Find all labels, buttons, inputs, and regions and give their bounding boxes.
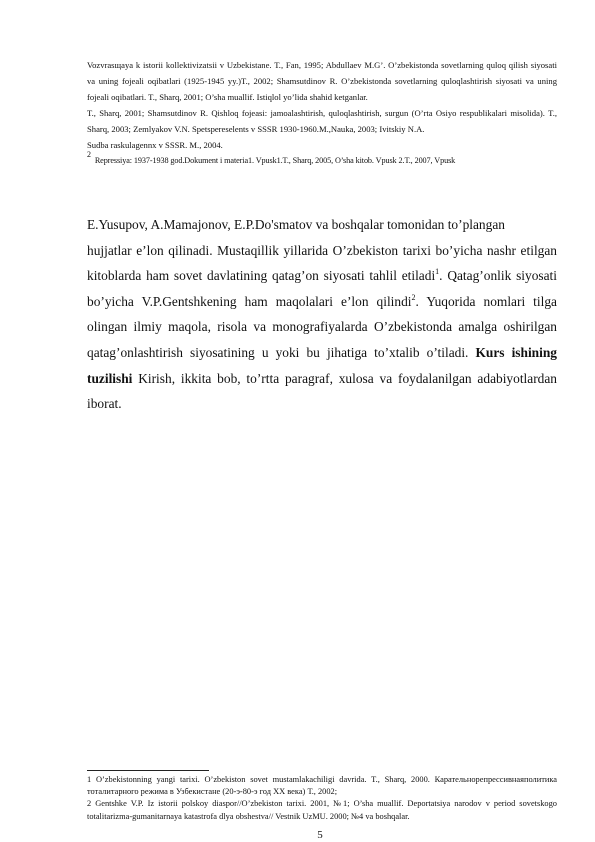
carryover-note-2: T., Sharq, 2001; Shamsutdinov R. Qishloq fojeasi: jamoalashtirish, quloqlashtirish, surgun (O’rta Osiyo respublikalari misolida). T., Sharq, 2003; Zemlyakov V.N. Spetspereselents v SSSR 1930-1960.M.,Nauka, 2003; Ivitskiy N.A.: [87, 108, 557, 134]
footnote-ref-1: 1: [435, 267, 440, 277]
carryover-note-1: Vozvrasщaya k istorii kollektivizatsii v Uzbekistane. T., Fan, 1995; Abdullaev M.G’. O’zbekistonda sovetlarning quloq qilish siyosati va uning fojeali oqibatlari (1925-1945 yy.)T., 2002; Shamsutdinov R. O’zbekistonda sovetlarning quloqlashtirish siyosati va uning fojeali oqibatlari. T., Sharq, 2001; O’sha muallif. Istiqlol yo’lida shahid ketganlar.: [87, 60, 557, 102]
footnotes: [87, 774, 557, 823]
footnote-1: 1 O’zbekistonning yangi tarixi. O’zbekiston sovet mustamlakachiligi davrida. T., Sharq, 2000. Карательнорепрессивнаяполитика тоталитарного режима в Узбекистане (20-э-80-э год ХХ века) Т., 2002;: [87, 775, 557, 797]
body-paragraph: [87, 238, 557, 417]
body-text-a: hujjatlar e’lon qilinadi. Mustaqillik yillarida O’zbekiston tarixi bo’yicha nashr etilgan kitoblarda ham sovet davlatining qatag’on siyosati tahlil etiladi: [87, 242, 557, 284]
body-text-c: . Yuqorida nomlari tilga olingan ilmiy maqola, risola va monografiyalarda O’zbekistonda amalga oshirilgan qatag’onlashtirish siyosatining u yoki bu jihatiga to’xtalib o’tiladi.: [87, 293, 557, 360]
page-number: 5: [317, 829, 323, 841]
body-first-line: E.Yusupov, A.Mamajonov, E.P.Do'smatov va boshqalar tomonidan to’plangan: [87, 217, 505, 232]
structure-heading: Kurs ishining tuzilishi: [87, 344, 557, 386]
footnote-ref-2: 2: [411, 292, 416, 302]
footnote-2: 2 Gentshke V.P. Iz istorii polskoy diaspor//O’zbekiston tarixi. 2001, №1; O’sha muallif. Deportatsiya narodov v period sovetskogo totalitarizma-gumanitarnaya katastrofa dlya obshestva// Vestnik UzMU. 2000; №4 va boshqalar.: [87, 799, 557, 821]
body-text-b: . Qatag’onlik siyosati bo’yicha V.P.Gentshkening ham maqolalari e’lon qilindi: [87, 268, 557, 309]
body-text: [87, 212, 557, 417]
footnote-divider: [87, 770, 209, 771]
body-text-d: Kirish, ikkita bob, to’rtta paragraf, xulosa va foydalanilgan adabiyotlardan iborat.: [87, 370, 557, 412]
carryover-note-3: Sudba raskulagennx v SSSR. M., 2004.: [87, 140, 223, 150]
carryover-note-4: [87, 150, 557, 169]
note-marker: 2: [87, 150, 91, 159]
carryover-note-4-text: Repressiya: 1937-1938 god.Dokument i materia1. Vpusk1.T., Sharq, 2005, O’sha kitob. Vpusk 2.T., 2007, Vpusk: [94, 156, 456, 165]
carryover-notes: [87, 57, 557, 169]
